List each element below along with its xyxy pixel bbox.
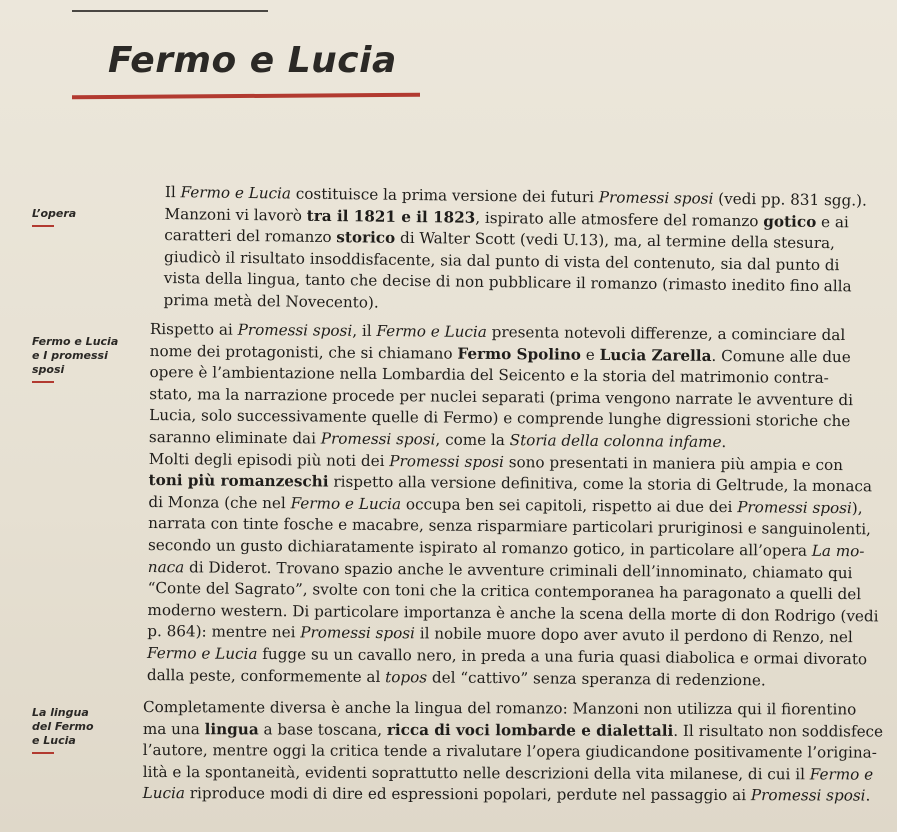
label-mark [32, 752, 54, 754]
text-run: , come la [435, 430, 510, 450]
bold-text: storico [336, 228, 396, 248]
italic-text: Promessi sposi [389, 451, 504, 471]
italic-text: Fermo e Lucia [376, 321, 487, 341]
text-run: giudicò il risultato insoddisfacente, sia dal punto di vista del contenuto, sia dal punto di [163, 247, 840, 275]
text-run: . Il risultato non soddisfece [673, 721, 884, 741]
text-run: di Walter Scott (vedi U.13), ma, al termine della stesura, [395, 229, 836, 253]
sidebar-label-opera [32, 207, 142, 227]
text-line [143, 697, 883, 721]
italic-text: Promessi sposi [598, 188, 714, 208]
text-run: costituisce la prima versione dei futuri [290, 184, 599, 207]
bold-text: Lucia Zarella [599, 345, 712, 365]
label-line: e I promessi [32, 349, 108, 362]
text-line [143, 783, 883, 807]
text-run: Completamente diversa è anche la lingua del romanzo: Manzoni non utilizza qui il fiorentino [142, 698, 857, 719]
text-run: Rispetto ai [149, 319, 238, 339]
italic-text: Lucia [142, 784, 185, 803]
text-run: di Diderot. Trovano spazio anche le avventure criminali dell’innominato, chiamato qui [184, 557, 853, 582]
text-run: fugge su un cavallo nero, in preda a una furia quasi diabolica e ormai divorato [257, 644, 868, 669]
paragraph-opera [163, 182, 867, 320]
text-run: . Comune alle due [711, 346, 851, 366]
italic-text: Fermo e [809, 765, 874, 784]
text-run: lità e la spontaneità, evidenti soprattutto nelle descrizioni della vita milanese, di cui il [142, 762, 810, 784]
bold-text: Fermo Spolino [457, 344, 582, 364]
sidebar-label-lingua [32, 706, 142, 754]
text-run: vista della lingua, tanto che decise di non pubblicare il romanzo (rimasto inedito fino alla [163, 269, 852, 296]
text-line [143, 719, 883, 743]
text-run: sono presentati in maniera più ampia e con [503, 452, 844, 474]
text-run: . [865, 786, 871, 805]
paragraph-lingua [143, 697, 884, 808]
bold-text: ricca di voci lombarde e dialettali [386, 720, 674, 740]
label-line: sposi [32, 363, 65, 376]
text-run: caratteri del romanzo [164, 226, 337, 247]
italic-text: topos [385, 667, 428, 686]
text-run: “Conte del Sagrato”, svolte con toni che la critica contemporanea ha paragonato a quelli del [147, 579, 862, 604]
text-run: Lucia, solo successivamente quelle di Fermo) e comprende lunghe digressioni storiche che [149, 406, 851, 431]
label-line: La lingua [32, 706, 89, 719]
text-run: Molti degli episodi più noti dei [148, 449, 390, 470]
text-run: il nobile muore dopo aver avuto il perdono di Renzo, nel [414, 624, 853, 647]
text-line [143, 740, 883, 764]
text-line [143, 762, 883, 786]
label-line: e Lucia [32, 734, 76, 747]
text-run: p. 864): mentre nei [147, 622, 301, 642]
label-mark [32, 225, 54, 227]
text-run: opere è l’ambientazione nella Lombardia del Seicento e la storia del matrimonio contra- [149, 363, 829, 388]
text-run: rispetto alla versione definitiva, come la storia di Geltrude, la monaca [328, 472, 873, 496]
sidebar-label-differenze [32, 335, 142, 383]
text-run: ), [851, 498, 863, 517]
italic-text: La mo- [811, 541, 865, 561]
paragraph-differenze [147, 319, 881, 692]
text-run: stato, ma la narrazione procede per nuclei separati (prima vengono narrate le avventure di [149, 384, 854, 409]
text-run: prima metà del Novecento). [163, 290, 379, 312]
text-run: a base toscana, [258, 719, 387, 739]
text-run: (vedi pp. 831 sgg.). [713, 189, 867, 210]
header-rule [72, 10, 268, 12]
label-line: del Fermo [32, 720, 94, 733]
title-underline [72, 93, 420, 99]
text-run: occupa ben sei capitoli, rispetto ai due dei [401, 494, 738, 516]
text-run: , il [352, 321, 377, 340]
text-run: , ispirato alle atmosfere del romanzo [475, 208, 764, 230]
text-run: l’autore, mentre oggi la critica tende a rivalutare l’opera giudicandone positivamente l’origina- [142, 741, 877, 762]
italic-text: Promessi sposi [237, 320, 353, 340]
text-run: e ai [816, 212, 849, 231]
bold-text: lingua [204, 719, 259, 738]
bold-text: toni più romanzeschi [148, 471, 329, 491]
label-mark [32, 381, 54, 383]
text-run: Il [164, 182, 181, 202]
bold-text: tra il 1821 e il 1823 [306, 206, 476, 227]
text-run: Manzoni vi lavorò [164, 204, 307, 225]
italic-text: Promessi sposi [300, 623, 415, 643]
text-run: ma una [142, 719, 205, 738]
italic-text: naca [147, 557, 185, 576]
label-line: Fermo e Lucia [32, 335, 119, 348]
page-title: Fermo e Lucia [108, 40, 397, 81]
italic-text: Fermo e Lucia [147, 643, 258, 663]
italic-text: Promessi sposi [737, 497, 852, 517]
bold-text: gotico [763, 211, 817, 231]
text-run: e [580, 345, 600, 364]
text-run: del “cattivo” senza speranza di redenzione. [427, 667, 766, 689]
text-run: saranno eliminate dai [148, 427, 321, 448]
text-run: nome dei protagonisti, che si chiamano [149, 341, 458, 363]
italic-text: Fermo e Lucia [290, 493, 402, 513]
italic-text: Promessi sposi [320, 429, 436, 449]
text-run: dalla peste, conformemente al [146, 665, 386, 686]
label-line: L’opera [32, 207, 77, 220]
text-run: riproduce modi di dire ed espressioni popolari, perdute nel passaggio ai [184, 784, 751, 805]
text-run: moderno western. Di particolare importanza è anche la scena della morte di don Rodrigo (vedi [147, 600, 879, 626]
italic-text: Storia della colonna infame [509, 431, 722, 451]
italic-text: Promessi sposi [750, 786, 866, 805]
text-run: di Monza (che nel [148, 492, 291, 512]
text-run: secondo un gusto dichiaratamente ispirato al romanzo gotico, in particolare all’opera [147, 535, 812, 560]
italic-text: Fermo e Lucia [180, 183, 292, 203]
text-run: narrata con tinte fosche e macabre, senza risparmiare particolari pruriginosi e sanguinolenti, [148, 514, 872, 539]
text-run: presenta notevoli differenze, a cominciare dal [486, 322, 846, 345]
text-run: . [721, 432, 727, 452]
